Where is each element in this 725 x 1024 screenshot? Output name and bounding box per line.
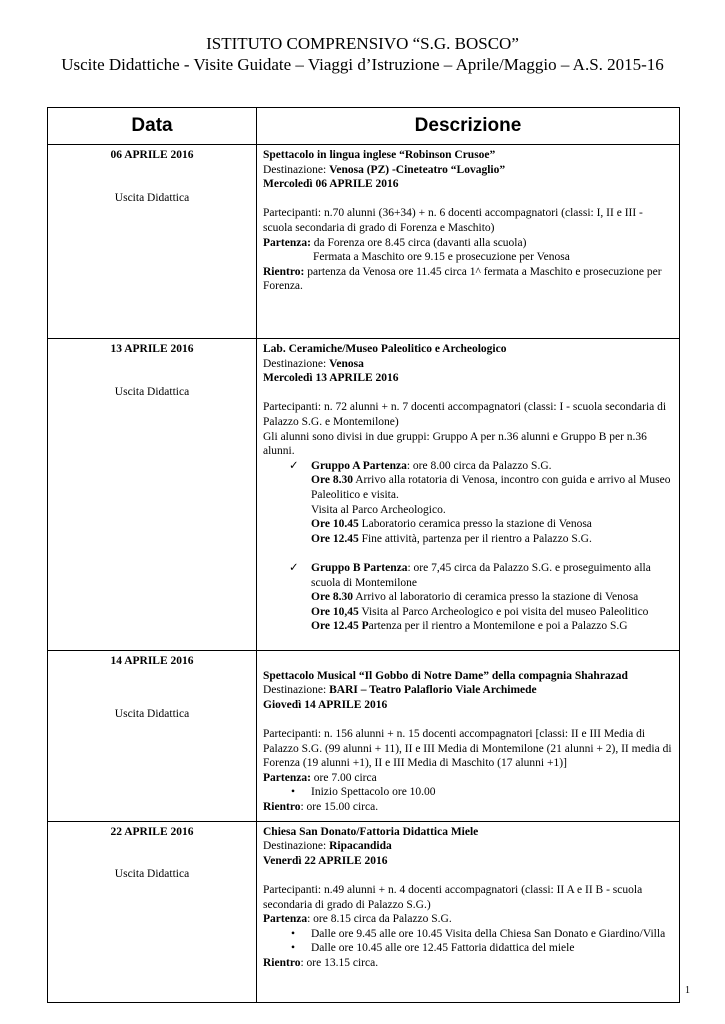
list-item xyxy=(263,941,673,956)
schedule-table xyxy=(47,107,680,1003)
date-cell xyxy=(48,821,257,1002)
destination-value: Ripacandida xyxy=(329,840,392,853)
departure-text: da Forenza ore 8.45 circa (davanti alla scuola) xyxy=(310,236,527,249)
bullet-icon: • xyxy=(291,786,296,799)
trip-destination xyxy=(263,163,673,178)
trip-type: Uscita Didattica xyxy=(114,191,190,204)
departure-text: ore 7.00 circa xyxy=(310,771,377,784)
destination-label: Destinazione: xyxy=(263,684,330,697)
trip-date: 06 APRILE 2016 xyxy=(110,149,194,161)
departure-line xyxy=(263,771,673,786)
destination-label: Destinazione: xyxy=(263,163,330,176)
date-cell xyxy=(48,339,257,651)
document-subtitle: Uscite Didattiche - Visite Guidate – Viaggi d’Istruzione – Aprile/Maggio – A.S. 2015-16 xyxy=(61,55,664,74)
return-label: Rientro: xyxy=(263,265,305,278)
group-a-item xyxy=(263,459,673,547)
trip-destination xyxy=(263,683,673,698)
list-item-text: Dalle ore 9.45 alle ore 10.45 Visita della Chiesa San Donato e Giardino/Villa xyxy=(311,927,666,940)
return-label: Rientro xyxy=(263,800,301,813)
departure-text: : ore 8.15 circa da Palazzo S.G. xyxy=(307,913,452,926)
trip-type: Uscita Didattica xyxy=(114,385,190,398)
table-row xyxy=(48,145,680,339)
return-line xyxy=(263,265,673,294)
group-a-label: Gruppo A Partenza xyxy=(311,459,407,472)
return-line xyxy=(263,956,673,971)
return-text: partenza da Venosa ore 11.45 circa 1^ fermata a Maschito e prosecuzione per Forenza. xyxy=(263,265,662,293)
group-a-text: : ore 8.00 circa da Palazzo S.G. xyxy=(406,459,552,472)
trip-destination xyxy=(263,357,673,372)
return-text: : ore 15.00 circa. xyxy=(300,800,379,813)
date-cell xyxy=(48,651,257,822)
time-label: Ore 10,45 xyxy=(311,605,359,618)
date-cell xyxy=(48,145,257,339)
table-row xyxy=(48,339,680,651)
trip-type: Uscita Didattica xyxy=(114,868,190,881)
trip-day: Mercoledì 06 APRILE 2016 xyxy=(263,178,399,191)
column-header-data: Data xyxy=(48,108,257,145)
time-text: Arrivo al laboratorio di ceramica presso la stazione di Venosa xyxy=(352,591,639,604)
departure-line xyxy=(263,912,673,927)
time-text: Arrivo alla rotatoria di Venosa, incontro con guida e arrivo al Museo Paleolitico e visita. xyxy=(311,474,671,501)
destination-value: Venosa (PZ) -Cineteatro “Lovaglio” xyxy=(329,163,506,176)
trip-day: Venerdì 22 APRILE 2016 xyxy=(263,854,388,867)
trip-date: 13 APRILE 2016 xyxy=(110,343,194,355)
destination-label: Destinazione: xyxy=(263,840,330,853)
description-cell xyxy=(257,145,680,339)
group-b-label: Gruppo B Partenza xyxy=(311,561,408,574)
trip-day: Mercoledì 13 APRILE 2016 xyxy=(263,372,399,385)
trip-date: 22 APRILE 2016 xyxy=(110,825,194,838)
destination-label: Destinazione: xyxy=(263,357,330,370)
groups-text: Gli alunni sono divisi in due gruppi: Gruppo A per n.36 alunni e Gruppo B per n.36 alunni. xyxy=(263,430,647,458)
column-header-descrizione: Descrizione xyxy=(257,108,680,145)
return-line xyxy=(263,800,673,815)
return-text: : ore 13.15 circa. xyxy=(300,956,379,969)
trip-title: Spettacolo Musical “Il Gobbo di Notre Dame” della compagnia Shahrazad xyxy=(263,669,628,682)
trip-day: Giovedì 14 APRILE 2016 xyxy=(263,698,388,711)
return-label: Rientro xyxy=(263,956,301,969)
time-label: Ore 12.45 xyxy=(311,532,359,545)
page-number: 1 xyxy=(685,985,690,996)
table-row xyxy=(48,651,680,822)
description-cell xyxy=(257,339,680,651)
time-text: Visita al Parco Archeologico. xyxy=(311,503,446,516)
bullet-icon: • xyxy=(291,927,296,940)
time-text: Laboratorio ceramica presso la stazione di Venosa xyxy=(358,518,592,531)
time-label: Ore 8.30 xyxy=(311,474,353,487)
checkmark-icon: ✓ xyxy=(289,561,299,574)
list-item xyxy=(263,785,673,800)
participants-text: Partecipanti: n. 156 alunni + n. 15 docenti accompagnatori [classi: II e III Media di Palazzo S.G. (99 alunni + 11), II e III Media di Montemilone (21 alunni + 2), II media di Forenza (19 alunni +1), II e III Media di Maschito (17 alunni +1)] xyxy=(263,727,672,770)
trip-destination xyxy=(263,839,673,854)
time-text: Fine attività, partenza per il rientro a Palazzo S.G. xyxy=(358,532,592,545)
participants-text: Partecipanti: n.70 alunni (36+34) + n. 6 docenti accompagnatori (classi: I, II e III - scuola secondaria di grado di Forenza e Maschito) xyxy=(263,207,643,234)
trip-date: 14 APRILE 2016 xyxy=(110,655,194,667)
departure-extra: Fermata a Maschito ore 9.15 e prosecuzione per Venosa xyxy=(313,251,570,264)
departure-label: Partenza: xyxy=(263,236,311,249)
trip-title: Lab. Ceramiche/Museo Paleolitico e Archeologico xyxy=(263,343,507,355)
trip-title: Chiesa San Donato/Fattoria Didattica Miele xyxy=(263,825,479,838)
participants-text: Partecipanti: n.49 alunni + n. 4 docenti accompagnatori (classi: II A e II B - scuola secondaria di grado di Palazzo S.G.) xyxy=(263,883,643,911)
participants-text: Partecipanti: n. 72 alunni + n. 7 docenti accompagnatori (classi: I - scuola secondaria di Palazzo S.G. e Montemilone) xyxy=(263,401,667,428)
departure-label: Partenza xyxy=(263,913,308,926)
time-label: Ore 8.30 xyxy=(311,591,353,604)
group-b-item xyxy=(263,561,673,634)
description-cell xyxy=(257,651,680,822)
trip-title: Spettacolo in lingua inglese “Robinson Crusoe” xyxy=(263,149,496,161)
checkmark-icon: ✓ xyxy=(289,459,299,472)
table-row xyxy=(48,821,680,1002)
bullet-icon: • xyxy=(291,942,296,955)
departure-label: Partenza: xyxy=(263,771,311,784)
list-item xyxy=(263,927,673,942)
trip-type: Uscita Didattica xyxy=(114,707,190,720)
time-text: Visita al Parco Archeologico e poi visita del museo Paleolitico xyxy=(358,605,649,618)
list-item-text: Dalle ore 10.45 alle ore 12.45 Fattoria didattica del miele xyxy=(311,942,575,955)
departure-line xyxy=(263,236,673,251)
time-label: Ore 10.45 xyxy=(311,518,359,531)
destination-value: BARI – Teatro Palaflorio Viale Archimede xyxy=(329,684,537,697)
destination-value: Venosa xyxy=(329,357,364,370)
time-text: artenza per il rientro a Montemilone e poi a Palazzo S.G xyxy=(368,620,628,633)
list-item-text: Inizio Spettacolo ore 10.00 xyxy=(311,786,436,799)
document-title: ISTITUTO COMPRENSIVO “S.G. BOSCO” xyxy=(206,34,519,53)
table-header-row xyxy=(48,108,680,145)
time-label: Ore 12.45 P xyxy=(311,620,369,633)
description-cell xyxy=(257,821,680,1002)
group-b-text: : ore 7,45 circa da Palazzo S.G. e proseguimento alla scuola di Montemilone xyxy=(311,561,651,589)
